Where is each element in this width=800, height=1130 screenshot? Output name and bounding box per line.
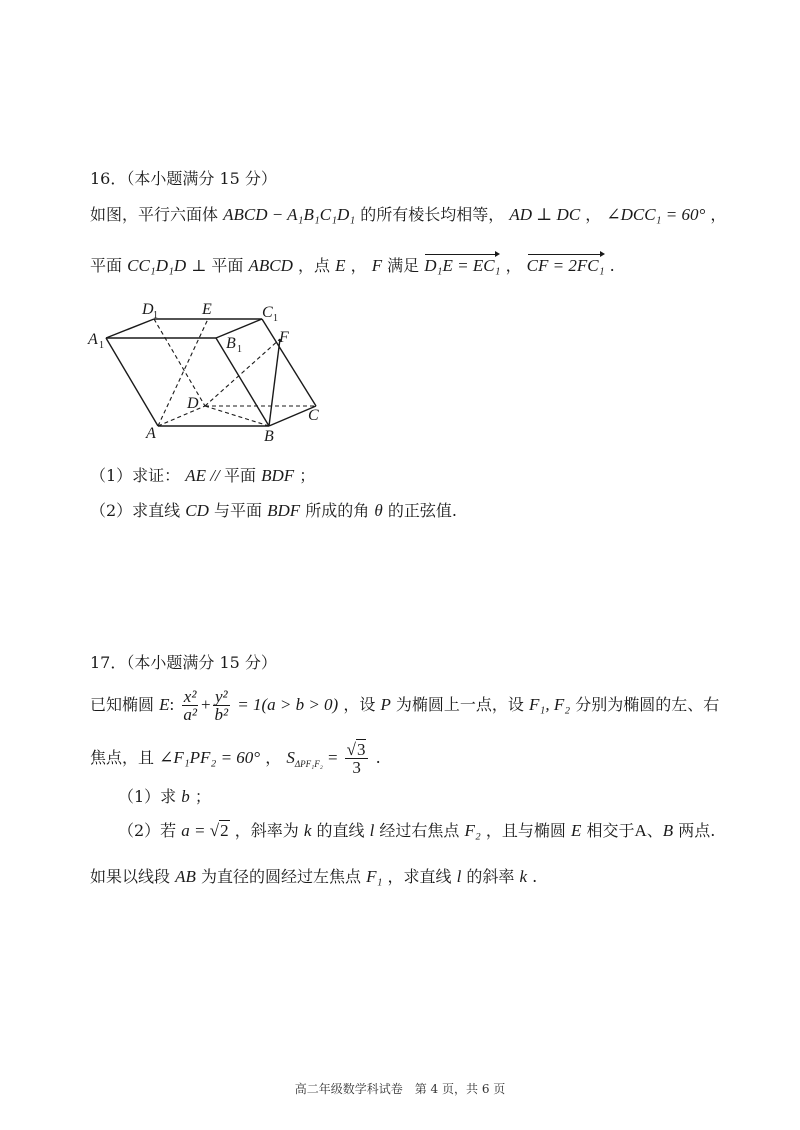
q17-point-p: P [380, 695, 391, 714]
edge-b1-b [216, 338, 269, 426]
q16-part1-text2: 平面 [224, 466, 257, 485]
segment-a-e-hidden [158, 319, 208, 426]
label-b1: B [226, 335, 236, 352]
q16-vector-eq2: CF = 2FC₁ [527, 252, 605, 277]
q17-area-frac-num: √3 [345, 741, 369, 759]
label-c1-sub: 1 [273, 313, 278, 324]
q17-part2-text7: 、 [646, 821, 663, 840]
q17-line1-text2: ，设 [343, 695, 376, 714]
label-b: B [264, 428, 274, 445]
segment-d-f-hidden [205, 339, 280, 406]
edge-a1-d1 [106, 319, 154, 338]
edge-d1-d-hidden [154, 319, 205, 406]
q17-line-l: l [369, 821, 375, 840]
q17-line4-text: 如果以线段 [90, 867, 171, 886]
q17-part2-text8: 两点. [678, 821, 716, 840]
q17-frac-y [213, 688, 231, 723]
q17-part1 [118, 786, 211, 808]
q17-frac-y-den: b² [214, 705, 229, 724]
q17-foci: F₁, F₂ [529, 695, 571, 714]
q17-frac-x-num: x² [183, 687, 197, 706]
q16-theta: θ [374, 501, 383, 520]
q17-line-l: l [456, 867, 462, 886]
q17-line4-text3: ，求直线 [387, 867, 452, 886]
q17-area-radicand: 3 [356, 740, 366, 759]
label-a1-sub: 1 [99, 340, 104, 351]
label-c: C [308, 407, 319, 424]
label-d1: D [142, 301, 154, 318]
q17-header: 17．（本小题满分 15 分） [90, 653, 277, 672]
q16-comma: ， [585, 205, 602, 224]
q16-comma: ， [350, 256, 367, 275]
q17-part1-text: （1）求 [118, 787, 177, 806]
page-footer: 高二年级数学科试卷 第 4 页，共 6 页 [294, 1082, 506, 1096]
label-f: F [279, 329, 289, 346]
q17-plus: + [200, 695, 211, 714]
q16-point-e: E [335, 256, 346, 275]
q17-ellipse-condition: = 1(a > b > 0) [237, 695, 339, 714]
q17-line4-text2: 为直径的圆经过左焦点 [200, 867, 361, 886]
q17-sqrt2-radicand: 2 [220, 821, 229, 840]
q16-comma: ， [505, 256, 522, 275]
label-d: D [187, 395, 199, 412]
q17-line1-text3: 为椭圆上一点，设 [395, 695, 524, 714]
q17-line1-text: 已知椭圆 [90, 695, 155, 714]
q17-slope-k: k [519, 867, 528, 886]
q17-area-frac-den: 3 [352, 758, 361, 777]
q17-line1-text4: 分别为椭圆的左、右 [575, 695, 720, 714]
q17-period: . [375, 748, 381, 767]
q17-ellipse-e: E [159, 695, 170, 714]
q17-a-value: a = [181, 821, 210, 840]
q16-parallelepiped: ABCD − A₁B₁C₁D₁ [223, 205, 356, 224]
q16-period: . [609, 256, 615, 275]
q17-period: . [532, 867, 538, 886]
q17-line2 [90, 738, 381, 784]
q16-part2-text: （2）求直线 [90, 501, 181, 520]
q16-plane-bdf: BDF [267, 501, 301, 520]
q16-comma: ， [710, 205, 727, 224]
q16-header: 16．（本小题满分 15 分） [90, 169, 277, 188]
q16-line1 [90, 204, 726, 226]
q17-segment-ab: AB [175, 867, 196, 886]
label-a1: A [88, 331, 98, 348]
q17-frac-x [181, 688, 199, 723]
q16-semicolon: ； [299, 466, 316, 485]
q16-line2-text3: ，点 [297, 256, 330, 275]
q17-focus-f1: F₁ [366, 867, 383, 886]
q16-line2 [90, 252, 615, 277]
q17-ellipse-e: E [571, 821, 582, 840]
q17-frac-y-num: y² [215, 687, 228, 706]
q16-line2-text: 平面 [90, 256, 123, 275]
q16-part2-text2: 与平面 [214, 501, 263, 520]
q16-plane-bdf: BDF [261, 466, 295, 485]
q16-line2-text5: 满足 [387, 256, 420, 275]
q17-area-s: S [286, 748, 295, 767]
edge-a1-a [106, 338, 158, 426]
q17-angle-condition: ∠F₁PF₂ = 60° [159, 748, 261, 767]
q17-area-frac [345, 741, 369, 776]
q17-part2-text2: ，斜率为 [234, 821, 299, 840]
q16-plane-abcd: ABCD [248, 256, 293, 275]
q16-line1-text2: 的所有棱长均相等， [360, 205, 505, 224]
edge-b1-c1 [216, 319, 262, 338]
q16-part1 [90, 465, 315, 487]
label-c1: C [262, 304, 273, 321]
q17-frac-x-den: a² [183, 705, 197, 724]
q16-ae-parallel: AE // [185, 466, 224, 485]
q17-slope-k: k [303, 821, 312, 840]
q17-part2-text: （2）若 [118, 821, 177, 840]
label-e: E [202, 301, 212, 318]
q17-part2 [118, 820, 715, 842]
q16-line1-text: 如图，平行六面体 [90, 205, 219, 224]
q17-part2-text5: ，且与椭圆 [485, 821, 566, 840]
q16-angle-condition: ∠DCC₁ = 60° [606, 205, 706, 224]
label-b1-sub: 1 [237, 344, 242, 355]
q16-point-f: F [371, 256, 383, 275]
q16-part2 [90, 500, 457, 522]
q17-sqrt2: √2 [209, 821, 229, 840]
q17-line2-text: 焦点，且 [90, 748, 155, 767]
q17-comma: ， [265, 748, 282, 767]
q17-semicolon: ； [194, 787, 211, 806]
segment-b-f [269, 339, 280, 426]
q17-part2-text6: 相交于 [586, 821, 635, 840]
q16-plane-cc1d1d: CC₁D₁D [127, 256, 187, 275]
q17-var-b: b [181, 787, 190, 806]
edge-c1-c [262, 319, 316, 406]
q16-line2-text2: ⊥ 平面 [191, 256, 244, 275]
q17-part2-text4: 经过右焦点 [379, 821, 460, 840]
q16-part2-text4: 的正弦值. [387, 501, 457, 520]
q16-line-cd: CD [185, 501, 209, 520]
q17-focus-f2: F₂ [464, 821, 481, 840]
q17-point-a: A [634, 821, 647, 840]
q17-point-b: B [662, 821, 674, 840]
label-d1-sub: 1 [153, 310, 158, 321]
q16-part2-text3: 所成的角 [305, 501, 370, 520]
q16-vector-eq1: D₁E = EC₁ [424, 252, 500, 277]
q17-part2-text3: 的直线 [316, 821, 365, 840]
q17-line1: 已知椭圆 E: $\frac{\text{x²}}{\text{a²}}$ + $\frac{\text{y²}}{\text{b²}}$ = 1(a > b > 0) ，设 P 为椭圆上一点，设 F₁, F₂ 分别为椭圆的左、右 [90, 687, 720, 724]
parallelepiped-figure [86, 292, 346, 452]
q17-equals: = [327, 748, 338, 767]
q17-area-subscript: ΔPF₁F₂ [294, 759, 323, 770]
q17-line4-text4: 的斜率 [466, 867, 515, 886]
q17-line4 [90, 866, 537, 888]
q16-part1-text: （1）求证： [90, 466, 181, 485]
q16-perp-condition: AD ⊥ DC [509, 205, 581, 224]
label-a: A [146, 425, 156, 442]
